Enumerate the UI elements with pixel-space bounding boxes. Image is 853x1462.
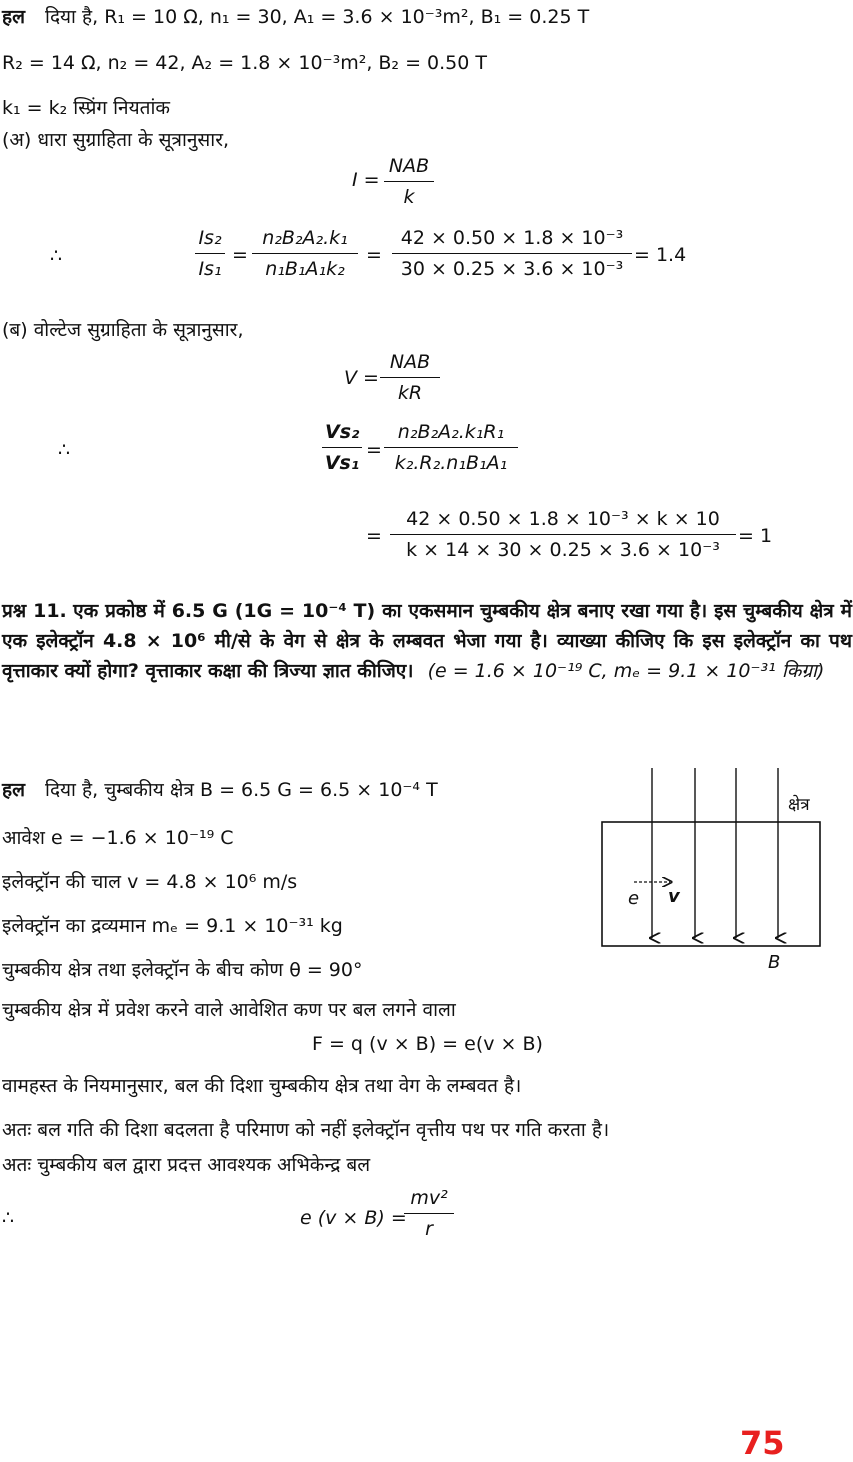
current-formula-fraction — [384, 154, 434, 209]
field-region-box — [602, 822, 820, 946]
part-a-heading: (अ) धारा सुग्राहिता के सूत्रानुसार, — [2, 129, 230, 151]
given-values-1: दिया है, R₁ = 10 Ω, n₁ = 30, A₁ = 3.6 × 10⁻³m², B₁ = 0.25 T — [45, 6, 590, 28]
therefore-symbol: ∴ — [2, 1207, 15, 1229]
voltage-ratio-middle-denominator: k₂.R₂.n₁B₁A₁ — [394, 452, 508, 474]
voltage-formula-numerator: NAB — [380, 350, 440, 378]
charge-value: आवेश e = −1.6 × 10⁻¹⁹ C — [2, 827, 234, 849]
voltage-ratio-numeric-numerator: 42 × 0.50 × 1.8 × 10⁻³ × k × 10 — [390, 507, 736, 535]
voltage-formula-denominator: kR — [397, 382, 423, 404]
equals-sign: = — [366, 244, 382, 266]
current-ratio-middle-numerator: n₂B₂A₂.k₁ — [252, 226, 358, 254]
current-ratio-middle-denominator: n₁B₁A₁k₂ — [265, 258, 345, 280]
current-ratio-lhs — [195, 226, 225, 281]
centripetal-force-line: अतः चुम्बकीय बल द्वारा प्रदत्त आवश्यक अभिकेन्द्र बल — [2, 1154, 371, 1176]
solution2-field-line — [2, 778, 438, 802]
current-ratio-result: = 1.4 — [634, 244, 687, 266]
final-formula-lhs: e (v × B) = — [300, 1207, 407, 1229]
voltage-ratio-result: = 1 — [738, 525, 773, 547]
voltage-ratio-middle — [384, 420, 518, 475]
question-constants: (e = 1.6 × 10⁻¹⁹ C, mₑ = 9.1 × 10⁻³¹ किग्रा) — [427, 660, 825, 682]
question-label: प्रश्न 11. — [2, 600, 67, 622]
current-formula-numerator: NAB — [384, 154, 434, 182]
spring-constant-line: k₁ = k₂ स्प्रिंग नियतांक — [2, 97, 170, 119]
voltage-ratio-lhs — [322, 420, 362, 475]
voltage-formula-lhs: V = — [344, 367, 379, 389]
electron-speed-value: इलेक्ट्रॉन की चाल v = 4.8 × 10⁶ m/s — [2, 871, 298, 893]
current-ratio-middle — [252, 226, 358, 281]
equals-sign: = — [232, 244, 248, 266]
field-label: B — [768, 952, 781, 973]
voltage-ratio-numeric — [390, 507, 736, 562]
voltage-ratio-lhs-denominator: Vs₁ — [324, 452, 360, 474]
current-ratio-numeric — [392, 226, 632, 281]
voltage-ratio-numeric-denominator: k × 14 × 30 × 0.25 × 3.6 × 10⁻³ — [406, 539, 720, 561]
final-formula-fraction — [404, 1186, 454, 1241]
angle-value: चुम्बकीय क्षेत्र तथा इलेक्ट्रॉन के बीच कोण θ = 90° — [2, 959, 363, 981]
direction-change-line: अतः बल गति की दिशा बदलता है परिमाण को नहीं इलेक्ट्रॉन वृत्तीय पथ पर गति करता है। — [2, 1119, 610, 1141]
page-number: 75 — [740, 1424, 785, 1462]
solution1-given-line1 — [2, 5, 589, 29]
force-intro: चुम्बकीय क्षेत्र में प्रवेश करने वाले आवेशित कण पर बल लगने वाला — [2, 999, 456, 1021]
equals-sign: = — [366, 439, 382, 461]
left-hand-rule-line: वामहस्त के नियमानुसार, बल की दिशा चुम्बकीय क्षेत्र तथा वेग के लम्बवत है। — [2, 1075, 522, 1097]
electron-label: e — [628, 888, 640, 909]
given-values-2: R₂ = 14 Ω, n₂ = 42, A₂ = 1.8 × 10⁻³m², B₂ = 0.50 T — [2, 52, 488, 74]
question-11 — [2, 596, 852, 686]
region-label: क्षेत्र — [788, 795, 810, 815]
lorentz-force-formula: F = q (v × B) = e(v × B) — [312, 1033, 543, 1055]
therefore-symbol: ∴ — [58, 439, 71, 461]
hal-label: हल — [2, 6, 25, 28]
final-formula-numerator: mv² — [404, 1186, 454, 1214]
part-b-heading: (ब) वोल्टेज सुग्राहिता के सूत्रानुसार, — [2, 319, 244, 341]
current-formula-lhs: I = — [352, 169, 380, 191]
voltage-formula-fraction — [380, 350, 440, 405]
voltage-ratio-middle-numerator: n₂B₂A₂.k₁R₁ — [384, 420, 518, 448]
magnetic-field-diagram — [596, 764, 826, 974]
final-formula-denominator: r — [425, 1218, 433, 1240]
electron-mass-value: इलेक्ट्रॉन का द्रव्यमान mₑ = 9.1 × 10⁻³¹ kg — [2, 915, 343, 937]
magnetic-field-value: दिया है, चुम्बकीय क्षेत्र B = 6.5 G = 6.5 × 10⁻⁴ T — [45, 779, 438, 801]
equals-sign: = — [366, 525, 382, 547]
hal-label: हल — [2, 779, 25, 801]
current-ratio-numeric-denominator: 30 × 0.25 × 3.6 × 10⁻³ — [400, 258, 624, 280]
voltage-ratio-lhs-numerator: Vs₂ — [322, 420, 362, 448]
current-formula-denominator: k — [403, 186, 415, 208]
therefore-symbol: ∴ — [50, 245, 63, 267]
current-ratio-lhs-denominator: Is₁ — [198, 258, 222, 280]
question-text: एक प्रकोष्ठ में 6.5 G (1G = 10⁻⁴ T) का एकसमान चुम्बकीय क्षेत्र बनाए रखा गया है। इस चुम्बकीय क्षेत्र में एक इलेक्ट्रॉन 4.8 × 10⁶ मी/से के वेग से क्षेत्र के लम्बवत भेजा गया है। व्याख्या कीजिए कि इस इलेक्ट्रॉन का पथ वृत्ताकार क्यों होगा? वृत्ताकार कक्षा की त्रिज्या ज्ञात कीजिए। — [2, 600, 852, 682]
current-ratio-lhs-numerator: Is₂ — [195, 226, 225, 254]
current-ratio-numeric-numerator: 42 × 0.50 × 1.8 × 10⁻³ — [392, 226, 632, 254]
velocity-label: v — [668, 886, 680, 907]
